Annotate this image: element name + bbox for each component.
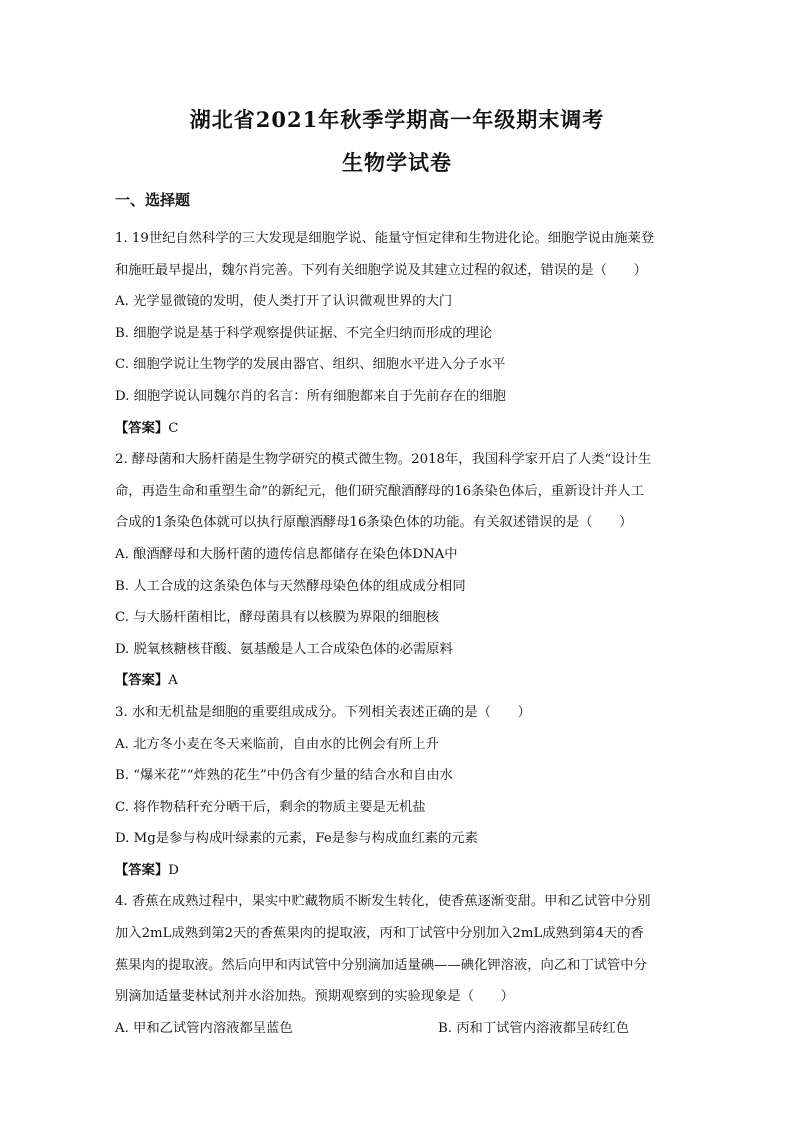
question-list — [115, 223, 685, 1044]
answer-label: 【答案】 — [115, 862, 169, 878]
option-a: A. 北方冬小麦在冬天来临前，自由水的比例会有所上升 — [115, 736, 439, 752]
option-b: B. “爆米花”“炸熟的花生”中仍含有少量的结合水和自由水 — [115, 768, 453, 784]
question-stem-line: 别滴加适量斐林试剂并水浴加热。预期观察到的实验现象是（ ） — [115, 989, 514, 1005]
question-stem-line: 3. 水和无机盐是细胞的重要组成成分。下列相关表述正确的是（ ） — [115, 704, 531, 720]
option-a: A. 光学显微镜的发明，使人类打开了认识微观世界的大门 — [115, 294, 453, 310]
answer-line — [115, 413, 685, 445]
question-stem-line: 2. 酵母菌和大肠杆菌是生物学研究的模式微生物。2018年，我国科学家开启了人类“设计生 — [115, 452, 652, 468]
option-d: D. Mg是参与构成叶绿素的元素，Fe是参与构成血红素的元素 — [115, 831, 478, 847]
answer-line — [115, 855, 685, 887]
option-c: C. 将作物秸秆充分晒干后，剩余的物质主要是无机盐 — [115, 799, 426, 815]
section-heading: 一、选择题 — [115, 191, 191, 209]
question-stem-line: 和施旺最早提出，魏尔肖完善。下列有关细胞学说及其建立过程的叙述，错误的是（ ） — [115, 262, 647, 278]
option-b: B. 丙和丁试管内溶液都呈砖红色 — [438, 1020, 630, 1036]
option-c: C. 与大肠杆菌相比，酵母菌具有以核膜为界限的细胞核 — [115, 610, 439, 626]
question-2 — [115, 444, 685, 697]
option-a: A. 甲和乙试管内溶液都呈蓝色 — [115, 1020, 293, 1036]
answer-value: D — [168, 862, 179, 878]
answer-line — [115, 665, 685, 697]
answer-value: A — [168, 673, 178, 689]
exam-subtitle: 生物学试卷 — [342, 150, 452, 175]
option-b: B. 细胞学说是基于科学观察提供证据、不完全归纳而形成的理论 — [115, 325, 493, 341]
question-1 — [115, 223, 685, 444]
option-d: D. 脱氧核糖核苷酸、氨基酸是人工合成染色体的必需原料 — [115, 641, 453, 657]
option-b: B. 人工合成的这条染色体与天然酵母染色体的组成成分相同 — [115, 578, 466, 594]
question-stem-line: 合成的1条染色体就可以执行原酿酒酵母16条染色体的功能。有关叙述错误的是（ ） — [115, 515, 633, 531]
question-stem-line: 命，再造生命和重塑生命”的新纪元，他们研究酿酒酵母的16条染色体后，重新设计并人工 — [115, 483, 644, 499]
option-d: D. 细胞学说认同魏尔肖的名言：所有细胞都来自于先前存在的细胞 — [115, 388, 506, 404]
answer-label: 【答案】 — [115, 673, 169, 689]
exam-title: 湖北省2021年秋季学期高一年级期末调考 — [189, 107, 605, 132]
question-stem-line: 4. 香蕉在成熟过程中，果实中贮藏物质不断发生转化，使香蕉逐渐变甜。甲和乙试管中分别 — [115, 894, 651, 910]
answer-value: C — [168, 420, 179, 436]
option-a: A. 酿酒酵母和大肠杆菌的遗传信息都储存在染色体DNA中 — [115, 546, 458, 562]
option-row — [115, 1013, 685, 1045]
question-3 — [115, 697, 685, 887]
question-stem-line: 1. 19世纪自然科学的三大发现是细胞学说、能量守恒定律和生物进化论。细胞学说由施莱登 — [115, 231, 655, 246]
answer-label: 【答案】 — [115, 420, 169, 436]
question-stem-line: 加入2mL成熟到第2天的香蕉果肉的提取液，丙和丁试管中分别加入2mL成熟到第4天的香 — [115, 926, 644, 942]
question-stem-line: 蕉果肉的提取液。然后向甲和丙试管中分别滴加适量碘——碘化钾溶液，向乙和丁试管中分 — [115, 957, 647, 973]
option-c: C. 细胞学说让生物学的发展由器官、组织、细胞水平进入分子水平 — [115, 357, 506, 373]
question-4 — [115, 886, 685, 1044]
